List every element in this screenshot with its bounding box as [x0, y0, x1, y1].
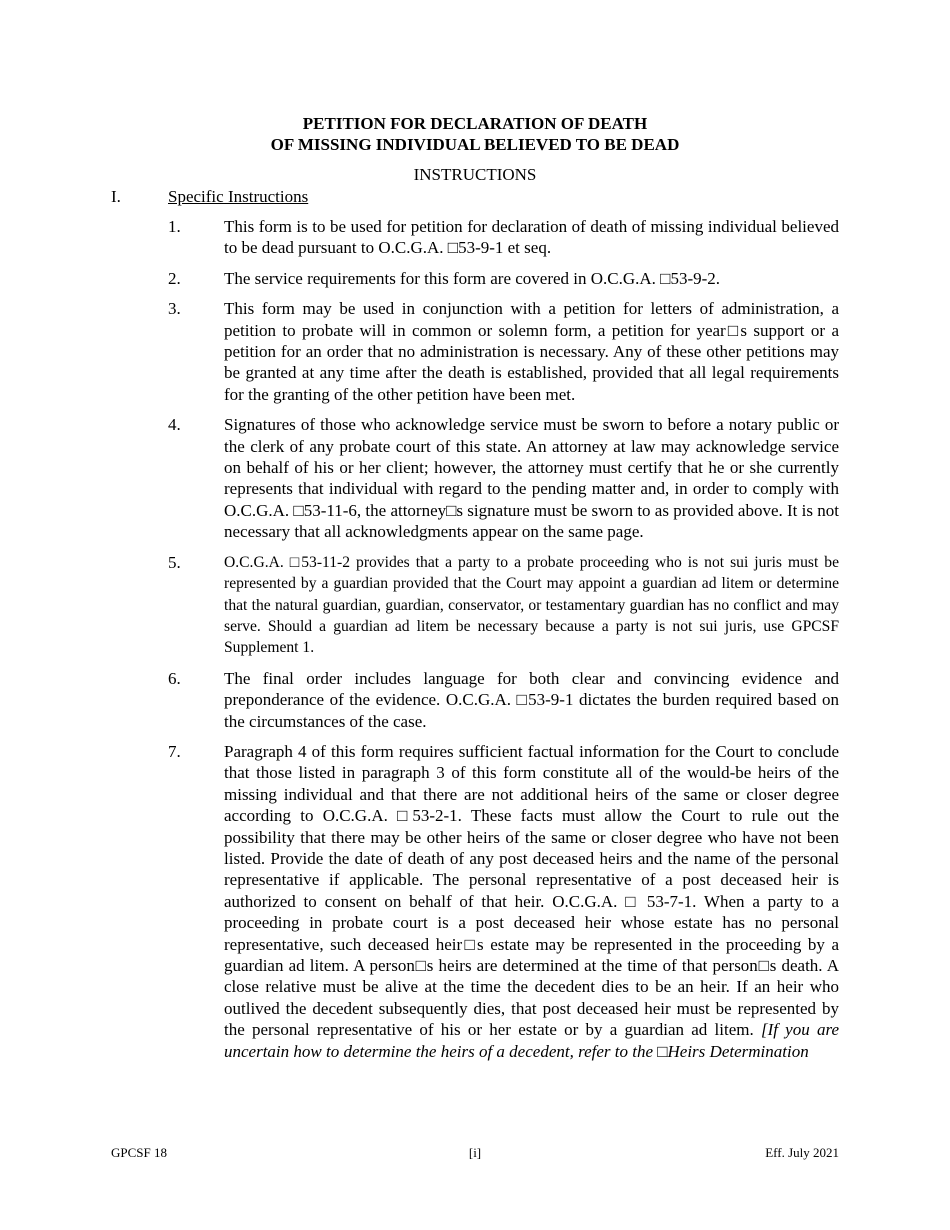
item-text: This form may be used in conjunction with a petition for letters of administration, a petition to probate will in common or solemn form, a petition for year□s support or a petition for an order that no administration is necessary. Any of these other petitions may be granted at any time after the death is established, provided that all legal requirements for the granting of the other petition have been met. — [224, 299, 839, 404]
item-number: 6. — [168, 668, 181, 688]
title-line-2: OF MISSING INDIVIDUAL BELIEVED TO BE DEAD — [270, 135, 680, 154]
item-text: The service requirements for this form are covered in O.C.G.A. □53-9-2. — [224, 268, 721, 288]
item-text-italic-note: [If you are uncertain how to determine the heirs of a decedent, refer to the □Heirs Determination — [224, 1020, 839, 1061]
list-item — [0, 741, 950, 1062]
section-number: I. — [111, 187, 121, 206]
section-title: Specific Instructions — [168, 187, 309, 206]
item-number: 3. — [168, 299, 181, 319]
list-item — [0, 552, 950, 659]
item-number: 7. — [168, 741, 181, 761]
item-text: This form is to be used for petition for declaration of death of missing individual believed to be dead pursuant to O.C.G.A. □53-9-1 et seq. — [224, 217, 839, 258]
title-line-1: PETITION FOR DECLARATION OF DEATH — [302, 114, 648, 133]
item-text: Signatures of those who acknowledge service must be sworn to before a notary public or the clerk of any probate court of this state. An attorney at law may acknowledge service on behalf of his or her client; however, the attorney must certify that he or she currently represents that individual with regard to the pending matter and, in order to comply with O.C.G.A. □53-11-6, the attorney□s signature must be sworn to as provided above. It is not necessary that all acknowledgments appear on the same page. — [224, 415, 839, 542]
item-number: 2. — [168, 268, 181, 288]
instructions-heading: INSTRUCTIONS — [413, 165, 537, 184]
item-number: 1. — [168, 217, 181, 236]
item-text: O.C.G.A. □53-11-2 provides that a party to a probate proceeding who is not sui juris must be represented by a guardian provided that the Court may appoint a guardian ad litem or determine that the natural guardian, guardian, conservator, or testamentary guardian has no conflict and may serve. Should a guardian ad litem be necessary because a party is not sui juris, use GPCSF Supplement 1. — [224, 553, 839, 657]
item-text: The final order includes language for both clear and convincing evidence and preponderance of the evidence. O.C.G.A. □53-9-1 dictates the burden required based on the circumstances of the case. — [224, 668, 839, 731]
page-title — [0, 113, 950, 155]
footer-page-number: [i] — [468, 1145, 482, 1160]
list-item — [0, 668, 950, 732]
instruction-list — [0, 216, 950, 1071]
footer-effective-date: Eff. July 2021 — [765, 1145, 839, 1160]
list-item — [0, 216, 950, 259]
item-number: 5. — [168, 552, 181, 572]
footer-form-id: GPCSF 18 — [111, 1145, 167, 1160]
item-number: 4. — [168, 415, 181, 435]
item-text-body: Paragraph 4 of this form requires sufficient factual information for the Court to conclude that those listed in paragraph 3 of this form constitute all of the would-be heirs of the missing individual and that there are not additional heirs of the same or closer degree according to O.C.G.A. □53-2-1. These facts must allow the Court to rule out the possibility that there may be other heirs of the same or closer degree who have not been listed. Provide the date of death of any post deceased heirs and the name of the personal representative if applicable. The personal representative of a post deceased heir is authorized to consent on behalf of that heir. O.C.G.A. □ 53-7-1. When a party to a proceeding in probate court is a post deceased heir whose estate has no personal representative, such deceased heir□s estate may be represented in the proceeding by a guardian ad litem. A person□s heirs are determined at the time of that person□s death. A close relative must be alive at the time the decedent dies to be an heir. If an heir who outlived the decedent subsequently dies, that post deceased heir must be represented by the personal representative of his or her estate or by a guardian ad litem. — [224, 741, 839, 1040]
item-text — [224, 741, 839, 1062]
list-item — [0, 298, 950, 405]
list-item — [0, 414, 950, 542]
list-item — [0, 268, 950, 289]
